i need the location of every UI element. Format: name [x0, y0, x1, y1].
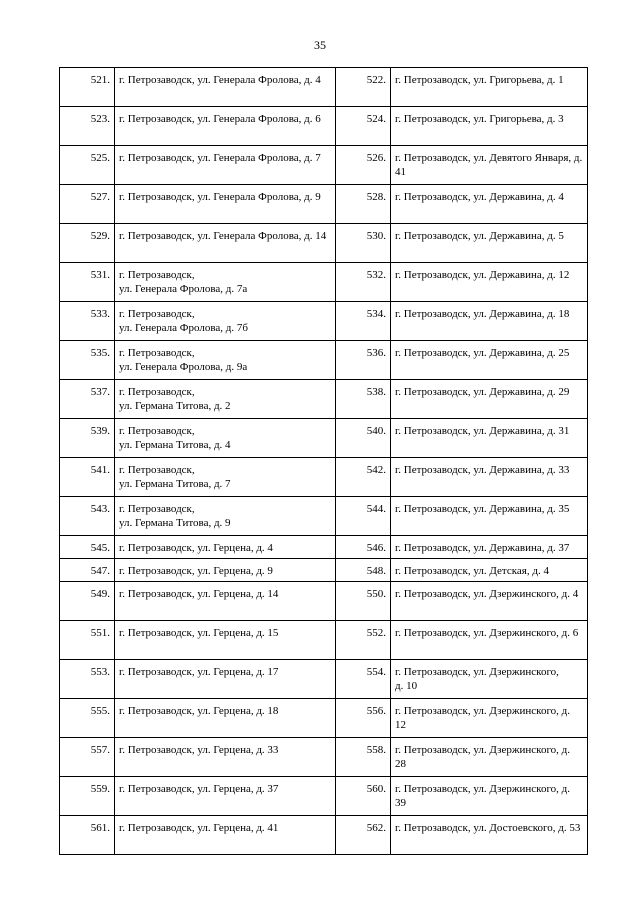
row-number: 530.	[336, 224, 391, 263]
row-number: 535.	[60, 341, 115, 380]
address-cell: г. Петрозаводск, ул. Григорьева, д. 1	[391, 68, 588, 107]
address-cell: г. Петрозаводск, ул. Дзержинского, д. 12	[391, 699, 588, 738]
address-cell: г. Петрозаводск, ул. Генерала Фролова, д. 7б	[115, 302, 336, 341]
row-number: 549.	[60, 582, 115, 621]
row-number: 527.	[60, 185, 115, 224]
address-cell: г. Петрозаводск, ул. Генерала Фролова, д. 7а	[115, 263, 336, 302]
row-number: 562.	[336, 816, 391, 855]
row-number: 521.	[60, 68, 115, 107]
address-cell: г. Петрозаводск, ул. Германа Титова, д. 4	[115, 419, 336, 458]
table-row	[60, 380, 588, 419]
address-cell: г. Петрозаводск, ул. Герцена, д. 14	[115, 582, 336, 621]
address-cell: г. Петрозаводск, ул. Генерала Фролова, д. 4	[115, 68, 336, 107]
address-cell: г. Петрозаводск, ул. Генерала Фролова, д. 14	[115, 224, 336, 263]
table-row	[60, 738, 588, 777]
table-row	[60, 419, 588, 458]
address-cell: г. Петрозаводск, ул. Генерала Фролова, д. 9	[115, 185, 336, 224]
address-cell: г. Петрозаводск, ул. Державина, д. 5	[391, 224, 588, 263]
address-cell: г. Петрозаводск, ул. Герцена, д. 33	[115, 738, 336, 777]
row-number: 525.	[60, 146, 115, 185]
address-cell: г. Петрозаводск, ул. Державина, д. 18	[391, 302, 588, 341]
row-number: 555.	[60, 699, 115, 738]
row-number: 537.	[60, 380, 115, 419]
row-number: 541.	[60, 458, 115, 497]
table-row	[60, 621, 588, 660]
row-number: 522.	[336, 68, 391, 107]
table-row	[60, 146, 588, 185]
row-number: 542.	[336, 458, 391, 497]
table-row	[60, 559, 588, 582]
address-cell: г. Петрозаводск, ул. Германа Титова, д. 9	[115, 497, 336, 536]
row-number: 558.	[336, 738, 391, 777]
address-cell: г. Петрозаводск, ул. Григорьева, д. 3	[391, 107, 588, 146]
row-number: 547.	[60, 559, 115, 582]
address-cell: г. Петрозаводск, ул. Герцена, д. 9	[115, 559, 336, 582]
row-number: 560.	[336, 777, 391, 816]
page-number: 35	[314, 38, 326, 52]
table-row	[60, 458, 588, 497]
address-cell: г. Петрозаводск, ул. Дзержинского, д. 6	[391, 621, 588, 660]
row-number: 539.	[60, 419, 115, 458]
row-number: 550.	[336, 582, 391, 621]
row-number: 538.	[336, 380, 391, 419]
address-cell: г. Петрозаводск, ул. Дзержинского, д. 10	[391, 660, 588, 699]
row-number: 553.	[60, 660, 115, 699]
table-row	[60, 699, 588, 738]
address-cell: г. Петрозаводск, ул. Генерала Фролова, д. 9а	[115, 341, 336, 380]
address-cell: г. Петрозаводск, ул. Дзержинского, д. 4	[391, 582, 588, 621]
address-cell: г. Петрозаводск, ул. Державина, д. 37	[391, 536, 588, 559]
address-cell: г. Петрозаводск, ул. Герцена, д. 18	[115, 699, 336, 738]
row-number: 556.	[336, 699, 391, 738]
row-number: 554.	[336, 660, 391, 699]
row-number: 536.	[336, 341, 391, 380]
address-cell: г. Петрозаводск, ул. Германа Титова, д. 7	[115, 458, 336, 497]
table-row	[60, 263, 588, 302]
table-row	[60, 582, 588, 621]
row-number: 540.	[336, 419, 391, 458]
address-cell: г. Петрозаводск, ул. Достоевского, д. 53	[391, 816, 588, 855]
row-number: 545.	[60, 536, 115, 559]
address-cell: г. Петрозаводск, ул. Герцена, д. 41	[115, 816, 336, 855]
table-row	[60, 816, 588, 855]
table-row	[60, 224, 588, 263]
address-cell: г. Петрозаводск, ул. Дзержинского, д. 28	[391, 738, 588, 777]
address-cell: г. Петрозаводск, ул. Державина, д. 33	[391, 458, 588, 497]
address-cell: г. Петрозаводск, ул. Герцена, д. 15	[115, 621, 336, 660]
address-cell: г. Петрозаводск, ул. Державина, д. 4	[391, 185, 588, 224]
table-row	[60, 302, 588, 341]
row-number: 552.	[336, 621, 391, 660]
table-row	[60, 341, 588, 380]
row-number: 531.	[60, 263, 115, 302]
address-cell: г. Петрозаводск, ул. Державина, д. 25	[391, 341, 588, 380]
address-cell: г. Петрозаводск, ул. Генерала Фролова, д. 7	[115, 146, 336, 185]
address-cell: г. Петрозаводск, ул. Державина, д. 29	[391, 380, 588, 419]
table-row	[60, 777, 588, 816]
address-cell: г. Петрозаводск, ул. Герцена, д. 4	[115, 536, 336, 559]
address-cell: г. Петрозаводск, ул. Герцена, д. 37	[115, 777, 336, 816]
address-cell: г. Петрозаводск, ул. Генерала Фролова, д. 6	[115, 107, 336, 146]
row-number: 561.	[60, 816, 115, 855]
address-cell: г. Петрозаводск, ул. Державина, д. 35	[391, 497, 588, 536]
address-cell: г. Петрозаводск, ул. Державина, д. 12	[391, 263, 588, 302]
row-number: 532.	[336, 263, 391, 302]
table-row	[60, 107, 588, 146]
table-row	[60, 536, 588, 559]
table-row	[60, 68, 588, 107]
row-number: 551.	[60, 621, 115, 660]
table-row	[60, 185, 588, 224]
address-cell: г. Петрозаводск, ул. Детская, д. 4	[391, 559, 588, 582]
row-number: 546.	[336, 536, 391, 559]
row-number: 557.	[60, 738, 115, 777]
address-cell: г. Петрозаводск, ул. Герцена, д. 17	[115, 660, 336, 699]
table-row	[60, 497, 588, 536]
row-number: 544.	[336, 497, 391, 536]
address-table	[59, 67, 588, 855]
address-cell: г. Петрозаводск, ул. Девятого Января, д. 41	[391, 146, 588, 185]
row-number: 534.	[336, 302, 391, 341]
address-cell: г. Петрозаводск, ул. Германа Титова, д. 2	[115, 380, 336, 419]
row-number: 523.	[60, 107, 115, 146]
row-number: 559.	[60, 777, 115, 816]
row-number: 529.	[60, 224, 115, 263]
address-cell: г. Петрозаводск, ул. Дзержинского, д. 39	[391, 777, 588, 816]
row-number: 543.	[60, 497, 115, 536]
row-number: 524.	[336, 107, 391, 146]
table-row	[60, 660, 588, 699]
row-number: 533.	[60, 302, 115, 341]
row-number: 548.	[336, 559, 391, 582]
row-number: 528.	[336, 185, 391, 224]
address-cell: г. Петрозаводск, ул. Державина, д. 31	[391, 419, 588, 458]
address-table-body	[60, 68, 588, 855]
row-number: 526.	[336, 146, 391, 185]
